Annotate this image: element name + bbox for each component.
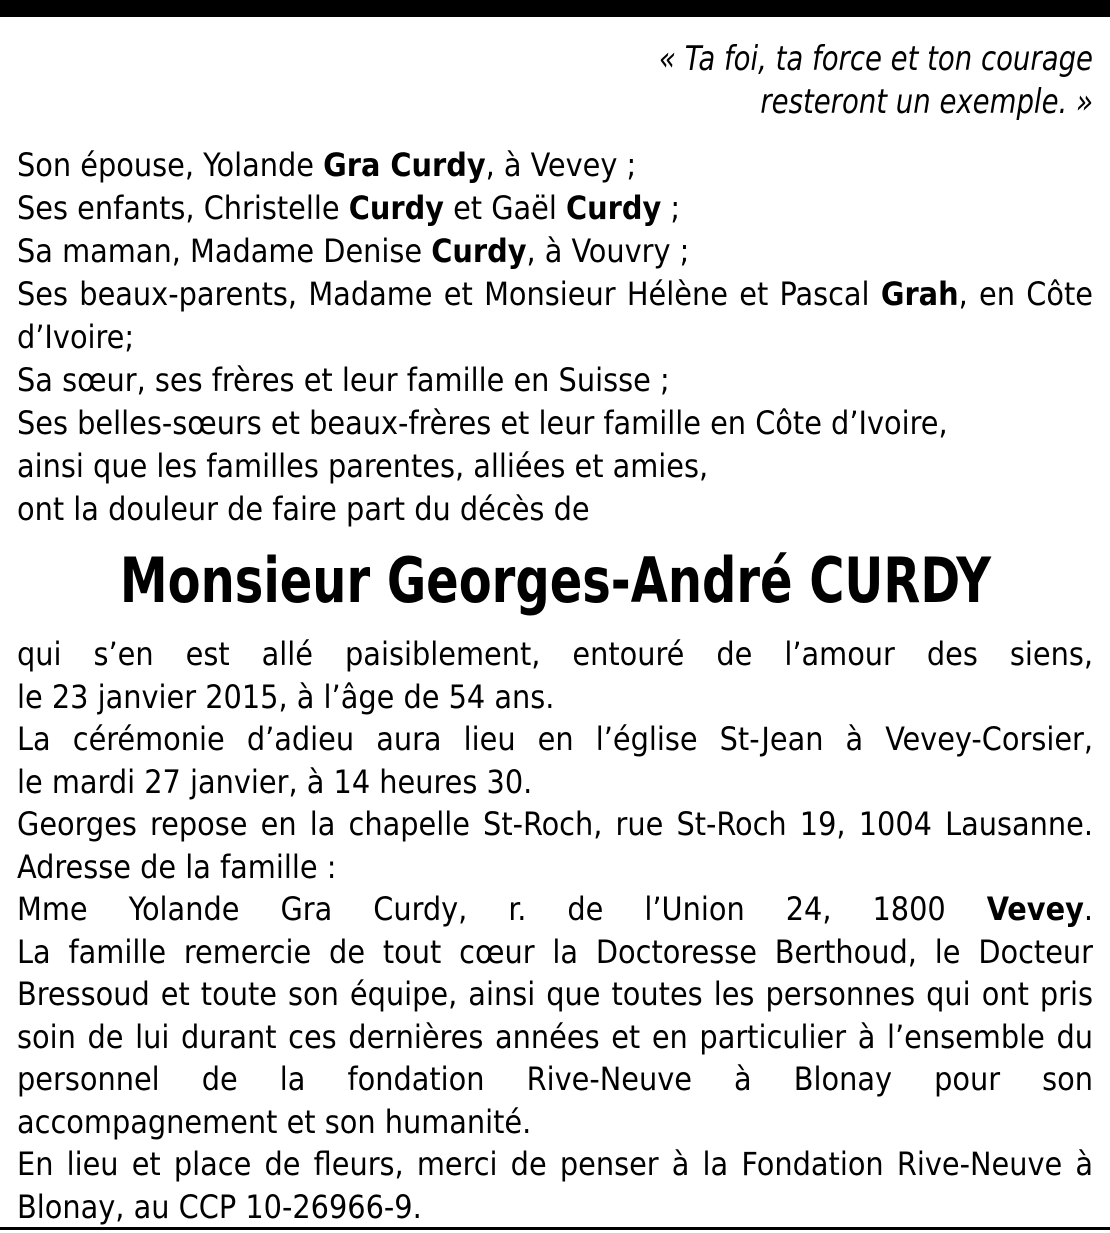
family-children: [17, 187, 1093, 230]
obituary-details: [17, 633, 1093, 1228]
child-1-surname: Curdy: [348, 189, 444, 227]
details-line-9: Bressoud et toute son équipe, ainsi que toutes les personnes qui ont pris: [17, 975, 1093, 1013]
details-line-11: personnel de la fondation Rive-Neuve à Blonay pour son: [17, 1060, 1093, 1098]
epigraph-quote: [463, 38, 1093, 124]
family-announcement: ont la douleur de faire part du décès de: [17, 490, 590, 528]
family-siblings: Sa sœur, ses frères et leur famille en Suisse ;: [17, 361, 670, 399]
family-siblings-in-law: Ses belles-sœurs et beaux-frères et leur famille en Côte d’Ivoire,: [17, 404, 948, 442]
children-suffix: ;: [661, 189, 681, 227]
family-wife: [17, 144, 1093, 187]
family-in-laws: [17, 273, 1093, 316]
family-relatives: ainsi que les familles parentes, alliées et amies,: [17, 447, 709, 485]
details-line-8: La famille remercie de tout cœur la Doctoresse Berthoud, le Docteur: [17, 932, 1093, 971]
bottom-border: [0, 1227, 1110, 1230]
children-prefix: Ses enfants, Christelle: [17, 189, 349, 227]
in-laws-prefix: Ses beaux-parents, Madame et Monsieur Hélène et Pascal: [17, 275, 881, 313]
details-line-12: accompagnement et son humanité.: [17, 1102, 532, 1141]
details-line-4: le mardi 27 janvier, à 14 heures 30.: [17, 762, 533, 801]
details-line-14: Blonay, au CCP 10-26966-9.: [17, 1187, 422, 1226]
address-suffix: .: [1083, 890, 1093, 928]
children-middle: et Gaël: [443, 189, 567, 227]
in-laws-suffix: , en Côte: [958, 275, 1094, 313]
details-line-2: le 23 janvier 2015, à l’âge de 54 ans.: [17, 677, 555, 716]
wife-suffix: , à Vevey ;: [485, 146, 637, 184]
mother-surname: Curdy: [431, 232, 527, 270]
deceased-name-heading: [0, 544, 1110, 618]
in-laws-surname: Grah: [880, 275, 959, 313]
family-mother: [17, 230, 1093, 273]
family-in-laws-continuation: d’Ivoire;: [17, 318, 135, 356]
quote-line-1: « Ta foi, ta force et ton courage: [659, 39, 1093, 79]
details-line-10: soin de lui durant ces dernières années et en particulier à l’ensemble du: [17, 1017, 1093, 1056]
details-line-1: qui s’en est allé paisiblement, entouré de l’amour des siens,: [17, 635, 1093, 673]
family-list: [17, 144, 1093, 531]
mother-prefix: Sa maman, Madame Denise: [17, 232, 432, 270]
quote-line-2: resteront un exemple. »: [760, 82, 1093, 122]
details-line-7: [17, 888, 1093, 931]
details-line-5: Georges repose en la chapelle St-Roch, rue St-Roch 19, 1004 Lausanne.: [17, 805, 1093, 843]
child-2-surname: Curdy: [566, 189, 662, 227]
details-line-6: Adresse de la famille :: [17, 847, 337, 886]
details-line-13: En lieu et place de fleurs, merci de penser à la Fondation Rive-Neuve à: [17, 1145, 1093, 1183]
address-city: Vevey: [986, 890, 1084, 928]
mother-suffix: , à Vouvry ;: [526, 232, 690, 270]
details-line-3: La cérémonie d’adieu aura lieu en l’église St-Jean à Vevey-Corsier,: [17, 720, 1093, 758]
top-border: [0, 0, 1110, 17]
wife-name: Gra Curdy: [323, 146, 486, 184]
wife-prefix: Son épouse, Yolande: [17, 146, 324, 184]
deceased-name: Monsieur Georges-André CURDY: [119, 544, 991, 617]
address-prefix: Mme Yolande Gra Curdy, r. de l’Union 24, 1800: [17, 890, 987, 928]
